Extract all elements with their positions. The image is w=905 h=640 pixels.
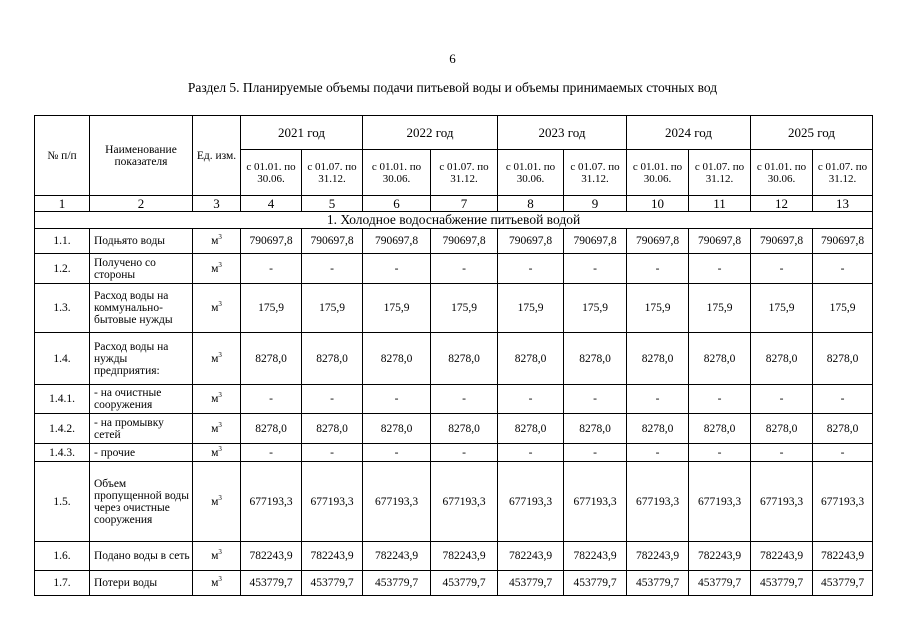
value-cell: 790697,8 — [564, 229, 627, 254]
table-row — [35, 229, 873, 254]
row-indicator-name: Получено со стороны — [90, 254, 193, 284]
value-cell: 175,9 — [627, 284, 689, 333]
value-cell: 782243,9 — [627, 542, 689, 571]
row-number: 1.1. — [35, 229, 90, 254]
value-cell: 677193,3 — [498, 462, 564, 542]
value-cell: - — [363, 385, 431, 414]
value-cell: 677193,3 — [241, 462, 302, 542]
value-cell: 175,9 — [751, 284, 813, 333]
column-number: 5 — [302, 196, 363, 212]
value-cell: - — [498, 385, 564, 414]
value-cell: 175,9 — [241, 284, 302, 333]
value-cell: 677193,3 — [813, 462, 873, 542]
value-cell: 8278,0 — [241, 333, 302, 385]
unit-exponent: 3 — [218, 444, 222, 453]
value-cell: 8278,0 — [627, 414, 689, 444]
value-cell: 175,9 — [498, 284, 564, 333]
unit-base: м — [211, 422, 219, 435]
row-number: 1.4. — [35, 333, 90, 385]
value-cell: - — [241, 385, 302, 414]
row-unit — [193, 414, 241, 444]
value-cell: 782243,9 — [498, 542, 564, 571]
header-period-h1: с 01.01. по 30.06. — [241, 150, 302, 196]
row-number: 1.4.2. — [35, 414, 90, 444]
table-row — [35, 571, 873, 596]
value-cell: - — [363, 254, 431, 284]
row-indicator-name: Расход воды на нужды предприятия: — [90, 333, 193, 385]
header-period-h2: с 01.07. по 31.12. — [689, 150, 751, 196]
row-unit — [193, 462, 241, 542]
value-cell: 782243,9 — [689, 542, 751, 571]
value-cell: - — [627, 385, 689, 414]
value-cell: - — [302, 254, 363, 284]
row-unit — [193, 444, 241, 462]
value-cell: 677193,3 — [627, 462, 689, 542]
row-unit — [193, 333, 241, 385]
value-cell: - — [498, 444, 564, 462]
value-cell: 8278,0 — [241, 414, 302, 444]
table-row — [35, 414, 873, 444]
row-number: 1.3. — [35, 284, 90, 333]
value-cell: 8278,0 — [751, 333, 813, 385]
unit-exponent: 3 — [218, 420, 222, 429]
column-number: 2 — [90, 196, 193, 212]
table-row — [35, 542, 873, 571]
water-volumes-table — [34, 115, 873, 596]
header-period-h2: с 01.07. по 31.12. — [564, 150, 627, 196]
value-cell: - — [431, 385, 498, 414]
value-cell: - — [302, 444, 363, 462]
row-unit — [193, 571, 241, 596]
unit-exponent: 3 — [218, 493, 222, 502]
unit-base: м — [211, 550, 219, 562]
value-cell: 8278,0 — [302, 333, 363, 385]
header-period-h2: с 01.07. по 31.12. — [431, 150, 498, 196]
column-number: 9 — [564, 196, 627, 212]
value-cell: 782243,9 — [302, 542, 363, 571]
value-cell: - — [241, 444, 302, 462]
value-cell: 175,9 — [363, 284, 431, 333]
value-cell: - — [302, 385, 363, 414]
value-cell: 8278,0 — [813, 333, 873, 385]
value-cell: 677193,3 — [564, 462, 627, 542]
section-heading: 1. Холодное водоснабжение питьевой водой — [35, 212, 873, 229]
value-cell: 8278,0 — [498, 414, 564, 444]
row-indicator-name: Расход воды на коммунально-бытовые нужды — [90, 284, 193, 333]
value-cell: 782243,9 — [431, 542, 498, 571]
row-indicator-name: - на промывку сетей — [90, 414, 193, 444]
value-cell: 782243,9 — [813, 542, 873, 571]
unit-base: м — [211, 393, 219, 405]
value-cell: 453779,7 — [751, 571, 813, 596]
value-cell: - — [498, 254, 564, 284]
value-cell: 8278,0 — [564, 333, 627, 385]
value-cell: 175,9 — [302, 284, 363, 333]
unit-base: м — [211, 577, 219, 589]
row-indicator-name: Подњято воды — [90, 229, 193, 254]
row-unit — [193, 229, 241, 254]
column-number: 6 — [363, 196, 431, 212]
value-cell: 175,9 — [813, 284, 873, 333]
value-cell: - — [627, 444, 689, 462]
value-cell: - — [627, 254, 689, 284]
value-cell: 175,9 — [431, 284, 498, 333]
column-number: 3 — [193, 196, 241, 212]
value-cell: - — [689, 254, 751, 284]
value-cell: - — [431, 254, 498, 284]
header-unit: Ед. изм. — [193, 116, 241, 196]
row-indicator-name: Объем пропущенной воды через очистные сооружения — [90, 462, 193, 542]
row-unit — [193, 385, 241, 414]
value-cell: 790697,8 — [751, 229, 813, 254]
unit-exponent: 3 — [218, 260, 222, 269]
value-cell: - — [751, 385, 813, 414]
value-cell: 453779,7 — [564, 571, 627, 596]
table-row — [35, 462, 873, 542]
header-period-h2: с 01.07. по 31.12. — [302, 150, 363, 196]
header-period-h2: с 01.07. по 31.12. — [813, 150, 873, 196]
value-cell: 790697,8 — [813, 229, 873, 254]
table-row — [35, 333, 873, 385]
header-period-h1: с 01.01. по 30.06. — [363, 150, 431, 196]
value-cell: 677193,3 — [431, 462, 498, 542]
value-cell: 677193,3 — [363, 462, 431, 542]
value-cell: - — [751, 254, 813, 284]
header-name: Наименование показателя — [90, 116, 193, 196]
value-cell: 8278,0 — [498, 333, 564, 385]
value-cell: - — [564, 385, 627, 414]
row-unit — [193, 542, 241, 571]
row-number: 1.4.3. — [35, 444, 90, 462]
value-cell: 453779,7 — [813, 571, 873, 596]
value-cell: 8278,0 — [564, 414, 627, 444]
column-number: 1 — [35, 196, 90, 212]
row-indicator-name: Потери воды — [90, 571, 193, 596]
unit-base: м — [211, 235, 219, 247]
header-year-2021: 2021 год — [241, 116, 363, 150]
value-cell: 790697,8 — [302, 229, 363, 254]
row-number: 1.6. — [35, 542, 90, 571]
value-cell: 8278,0 — [689, 414, 751, 444]
value-cell: 8278,0 — [751, 414, 813, 444]
table-row — [35, 254, 873, 284]
value-cell: 790697,8 — [498, 229, 564, 254]
page-number: 6 — [449, 51, 456, 66]
header-no: № п/п — [35, 116, 90, 196]
value-cell: 453779,7 — [689, 571, 751, 596]
unit-base: м — [211, 262, 219, 275]
column-number: 13 — [813, 196, 873, 212]
value-cell: - — [689, 385, 751, 414]
column-number: 12 — [751, 196, 813, 212]
unit-base: м — [211, 446, 219, 459]
header-year-2023: 2023 год — [498, 116, 627, 150]
value-cell: - — [813, 444, 873, 462]
value-cell: 8278,0 — [363, 414, 431, 444]
unit-exponent: 3 — [218, 350, 222, 359]
header-year-2025: 2025 год — [751, 116, 873, 150]
row-indicator-name: Подано воды в сеть — [90, 542, 193, 571]
section-title: Раздел 5. Планируемые объемы подачи питьевой воды и объемы принимаемых сточных вод — [187, 80, 718, 95]
column-number: 8 — [498, 196, 564, 212]
column-number: 10 — [627, 196, 689, 212]
value-cell: 782243,9 — [564, 542, 627, 571]
table-row — [35, 444, 873, 462]
value-cell: 453779,7 — [302, 571, 363, 596]
unit-exponent: 3 — [218, 548, 222, 557]
value-cell: 790697,8 — [431, 229, 498, 254]
unit-base: м — [211, 302, 219, 314]
unit-exponent: 3 — [218, 391, 222, 400]
value-cell: - — [813, 254, 873, 284]
header-period-h1: с 01.01. по 30.06. — [627, 150, 689, 196]
value-cell: 8278,0 — [813, 414, 873, 444]
value-cell: 8278,0 — [689, 333, 751, 385]
column-number: 11 — [689, 196, 751, 212]
column-number: 7 — [431, 196, 498, 212]
table-row — [35, 284, 873, 333]
row-number: 1.2. — [35, 254, 90, 284]
value-cell: 677193,3 — [689, 462, 751, 542]
value-cell: - — [564, 254, 627, 284]
value-cell: 175,9 — [689, 284, 751, 333]
value-cell: 8278,0 — [627, 333, 689, 385]
value-cell: - — [689, 444, 751, 462]
value-cell: - — [363, 444, 431, 462]
value-cell: 782243,9 — [751, 542, 813, 571]
value-cell: - — [241, 254, 302, 284]
value-cell: 8278,0 — [431, 414, 498, 444]
value-cell: 790697,8 — [627, 229, 689, 254]
value-cell: 790697,8 — [689, 229, 751, 254]
header-period-h1: с 01.01. по 30.06. — [751, 150, 813, 196]
row-indicator-name: - прочие — [90, 444, 193, 462]
value-cell: 790697,8 — [363, 229, 431, 254]
value-cell: - — [751, 444, 813, 462]
unit-exponent: 3 — [218, 575, 222, 584]
header-year-2022: 2022 год — [363, 116, 498, 150]
header-year-2024: 2024 год — [627, 116, 751, 150]
table-row — [35, 385, 873, 414]
value-cell: - — [431, 444, 498, 462]
value-cell: 677193,3 — [302, 462, 363, 542]
row-number: 1.5. — [35, 462, 90, 542]
value-cell: 677193,3 — [751, 462, 813, 542]
unit-exponent: 3 — [218, 300, 222, 309]
value-cell: 453779,7 — [627, 571, 689, 596]
value-cell: 453779,7 — [241, 571, 302, 596]
row-unit — [193, 254, 241, 284]
value-cell: 790697,8 — [241, 229, 302, 254]
value-cell: 453779,7 — [431, 571, 498, 596]
row-unit — [193, 284, 241, 333]
value-cell: 453779,7 — [363, 571, 431, 596]
value-cell: - — [564, 444, 627, 462]
value-cell: 453779,7 — [498, 571, 564, 596]
value-cell: 782243,9 — [241, 542, 302, 571]
value-cell: 8278,0 — [302, 414, 363, 444]
value-cell: - — [813, 385, 873, 414]
unit-base: м — [211, 352, 219, 365]
row-indicator-name: - на очистные сооружения — [90, 385, 193, 414]
value-cell: 782243,9 — [363, 542, 431, 571]
unit-exponent: 3 — [218, 233, 222, 242]
header-period-h1: с 01.01. по 30.06. — [498, 150, 564, 196]
value-cell: 175,9 — [564, 284, 627, 333]
value-cell: 8278,0 — [363, 333, 431, 385]
row-number: 1.7. — [35, 571, 90, 596]
row-number: 1.4.1. — [35, 385, 90, 414]
unit-base: м — [211, 495, 219, 508]
column-number: 4 — [241, 196, 302, 212]
value-cell: 8278,0 — [431, 333, 498, 385]
